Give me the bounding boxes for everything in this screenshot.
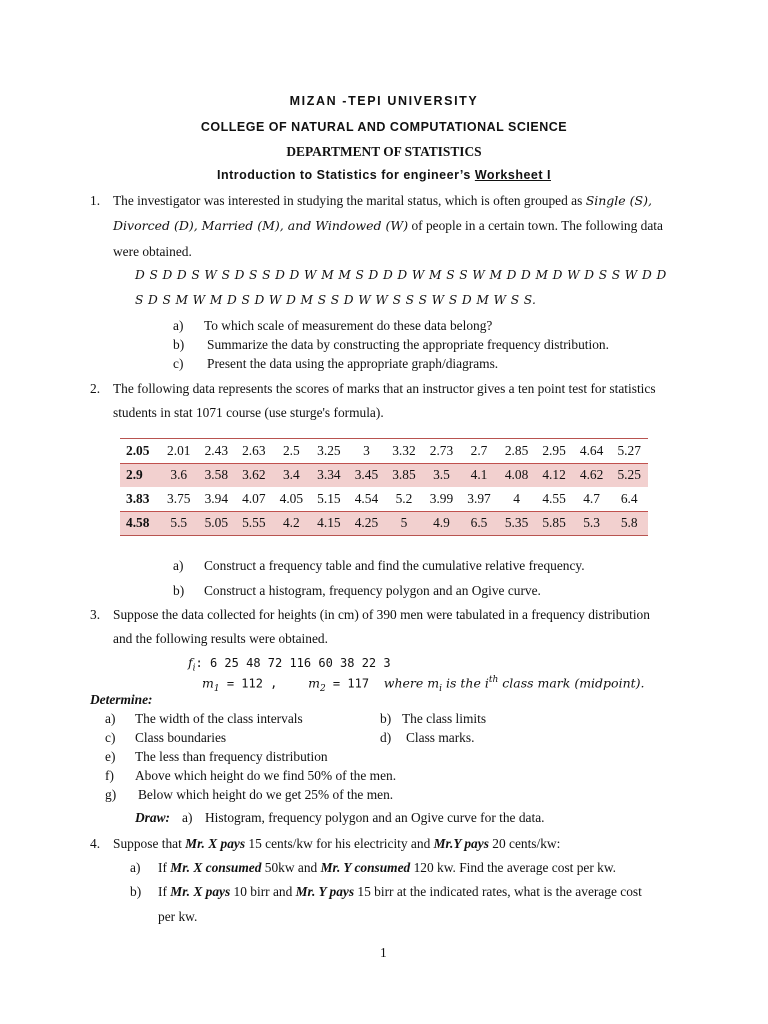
- table-cell: 2.43: [198, 439, 236, 464]
- table-cell: 3.5: [423, 463, 461, 487]
- q1-item-a-text: To which scale of measurement do these data belong?: [204, 318, 493, 333]
- q2-item-b-label: b): [173, 583, 185, 598]
- where-text2: is the i: [442, 675, 489, 691]
- worksheet-label: Worksheet I: [474, 168, 551, 182]
- m1-subscript: 1: [213, 684, 220, 695]
- table-cell: 5.8: [610, 511, 648, 536]
- q3-line1: Suppose the data collected for heights (in cm) of 390 men were tabulated in a frequency distribution: [113, 607, 650, 622]
- q4-item-b-cont: per kw.: [158, 909, 198, 924]
- q1-line3: were obtained.: [113, 244, 192, 259]
- q4-a-3: 50kw and: [261, 860, 321, 875]
- m2-symbol: m: [308, 675, 320, 691]
- q2-item-a-text: Construct a frequency table and find the cumulative relative frequency.: [204, 558, 585, 573]
- table-cell: 4.54: [354, 490, 379, 506]
- q3-item-c-label: c): [105, 730, 116, 745]
- table-cell: 5.5: [160, 511, 198, 536]
- fi-subscript: i: [192, 663, 196, 674]
- table-cell: 3.83: [126, 490, 150, 506]
- table-cell: 4.08: [498, 463, 536, 487]
- table-cell: 3.97: [467, 490, 491, 506]
- table-cell: 3.75: [167, 490, 191, 506]
- table-cell: 2.95: [535, 439, 573, 464]
- q3-item-c-text: Class boundaries: [135, 730, 227, 745]
- draw-item-label: a): [182, 810, 193, 825]
- table-row: [120, 511, 648, 536]
- q4-b-3: 10 birr and: [230, 884, 296, 899]
- q1-line2-text: of people in a certain town. The following data: [411, 218, 663, 233]
- q4-number: 4.: [90, 836, 101, 851]
- table-cell: 3.6: [160, 463, 198, 487]
- q4-b-5: 15 birr at the indicated rates, what is the average cost: [354, 884, 642, 899]
- table-cell: 5.25: [610, 463, 648, 487]
- table-cell: 4.58: [120, 511, 160, 536]
- table-cell: 4.7: [583, 490, 600, 506]
- m1-value: = 112 ,: [219, 676, 278, 691]
- table-cell: 2.85: [498, 439, 536, 464]
- q2-number: 2.: [90, 381, 101, 396]
- table-cell: 4.55: [542, 490, 566, 506]
- q1-line1-math: Single (S),: [585, 193, 652, 208]
- table-cell: 3.99: [429, 490, 454, 506]
- table-cell: 2.73: [423, 439, 461, 464]
- table-cell: 4.12: [535, 463, 573, 487]
- q1-item-b-text: Summarize the data by constructing the appropriate frequency distribution.: [207, 337, 609, 352]
- q3-number: 3.: [90, 607, 101, 622]
- page-number: 1: [380, 945, 387, 960]
- course-title: Introduction to Statistics for engineer’s: [217, 168, 475, 182]
- q3-item-a-label: a): [105, 711, 116, 726]
- m2-value: = 117: [325, 676, 370, 691]
- table-cell: 2.9: [120, 463, 160, 487]
- q3-item-e-label: e): [105, 749, 116, 764]
- table-cell: 4.05: [279, 490, 304, 506]
- table-cell: 3.34: [310, 463, 348, 487]
- q2-line1: The following data represents the scores of marks that an instructor gives a ten point test for statistics: [113, 381, 656, 396]
- q1-data-line1: D S D D S W S D S S D D W M M S D D D W M S S W M D D M D W D S S W D D: [135, 268, 667, 282]
- table-cell: 3.94: [204, 490, 229, 506]
- q1-data-line2: S D S M W M D S D W D M S S D W W S S S W S D M W S S.: [135, 293, 537, 307]
- table-cell: 4.15: [310, 511, 348, 536]
- q1-item-b-label: b): [173, 337, 185, 352]
- q3-item-b-label: b): [380, 711, 392, 726]
- q4-a-4: Mr. Y consumed: [320, 860, 411, 875]
- q4-b-2: Mr. X pays: [170, 884, 231, 899]
- fi-values: : 6 25 48 72 116 60 38 22 3: [195, 656, 391, 670]
- table-cell: 5: [385, 511, 423, 536]
- table-cell: 3.58: [198, 463, 236, 487]
- table-cell: 5.85: [535, 511, 573, 536]
- table-cell: 4.25: [348, 511, 386, 536]
- m2-subscript: 2: [319, 684, 326, 695]
- q3-item-b-text: The class limits: [402, 711, 487, 726]
- q3-item-d-text: Class marks.: [406, 730, 475, 745]
- q2-item-b-text: Construct a histogram, frequency polygon and an Ogive curve.: [204, 583, 541, 598]
- q3-midpoints-line: [202, 675, 645, 694]
- q1-item-a-label: a): [173, 318, 184, 333]
- q4-a-2: Mr. X consumed: [170, 860, 262, 875]
- table-cell: 3.4: [273, 463, 311, 487]
- table-cell: 4.64: [573, 439, 611, 464]
- q1-line1-text: The investigator was interested in studying the marital status, which is often grouped as: [113, 193, 583, 208]
- scores-table: [120, 438, 648, 536]
- q3-item-a-text: The width of the class intervals: [135, 711, 303, 726]
- table-cell: 2.7: [460, 439, 498, 464]
- college-name: COLLEGE OF NATURAL AND COMPUTATIONAL SCIENCE: [200, 120, 568, 134]
- q3-item-f-text: Above which height do we find 50% of the men.: [135, 768, 397, 783]
- where-text: where m: [383, 675, 440, 691]
- university-name: MIZAN -TEPI UNIVERSITY: [289, 94, 479, 108]
- q4-intro-d: Mr.Y pays: [433, 836, 489, 851]
- q4-intro-b: Mr. X pays: [185, 836, 246, 851]
- table-cell: 4.2: [273, 511, 311, 536]
- q4-item-b-text: [158, 884, 642, 900]
- q2-item-a-label: a): [173, 558, 184, 573]
- where-subscript: i: [439, 684, 443, 695]
- draw-item-text: Histogram, frequency polygon and an Ogive curve for the data.: [205, 810, 545, 825]
- department-name: DEPARTMENT OF STATISTICS: [286, 144, 482, 159]
- table-cell: 6.4: [620, 490, 638, 506]
- q4-item-b-label: b): [130, 884, 142, 899]
- table-cell: 2.5: [273, 439, 311, 464]
- q3-item-d-label: d): [380, 730, 392, 745]
- table-cell: 5.3: [573, 511, 611, 536]
- table-cell: 5.35: [498, 511, 536, 536]
- where-superscript: th: [488, 675, 499, 685]
- table-cell: 2.05: [120, 439, 160, 464]
- table-row: [120, 487, 648, 511]
- table-cell: 5.15: [317, 490, 341, 506]
- table-cell: 3.62: [235, 463, 273, 487]
- table-cell: 3.25: [310, 439, 348, 464]
- table-row: [120, 439, 648, 464]
- q1-item-c-text: Present the data using the appropriate graph/diagrams.: [207, 356, 499, 371]
- q4-intro: [113, 836, 560, 852]
- q1-line2: [113, 218, 663, 234]
- table-row: [120, 463, 648, 487]
- table-cell: 5.27: [610, 439, 648, 464]
- table-cell: 3.85: [385, 463, 423, 487]
- q3-fi-line: [188, 655, 391, 674]
- q3-item-g-text: Below which height do we get 25% of the men.: [138, 787, 394, 802]
- worksheet-title: [0, 168, 768, 182]
- table-cell: 6.5: [460, 511, 498, 536]
- q3-item-g-label: g): [105, 787, 117, 802]
- where-text3: class mark (midpoint).: [498, 675, 645, 691]
- draw-label: Draw:: [135, 810, 170, 825]
- q4-a-5: 120 kw. Find the average cost per kw.: [410, 860, 617, 875]
- fi-symbol: f: [188, 655, 193, 670]
- q1-line1: [113, 193, 652, 209]
- q4-intro-c: 15 cents/kw for his electricity and: [245, 836, 434, 851]
- table-cell: 4.07: [242, 490, 266, 506]
- q1-line2-math: Divorced (D), Married (M), and Windowed (W): [113, 218, 409, 233]
- q1-item-c-label: c): [173, 356, 184, 371]
- q2-line2: students in stat 1071 course (use sturge's formula).: [113, 405, 384, 420]
- table-cell: 4: [513, 490, 520, 506]
- q3-line2: and the following results were obtained.: [113, 631, 328, 646]
- q4-item-a-text: [158, 860, 616, 876]
- table-cell: 2.63: [235, 439, 273, 464]
- q3-item-f-label: f): [105, 768, 114, 783]
- table-cell: 4.62: [573, 463, 611, 487]
- q4-intro-a: Suppose that: [113, 836, 186, 851]
- table-cell: 5.05: [198, 511, 236, 536]
- q4-item-a-label: a): [130, 860, 141, 875]
- table-cell: 4.1: [460, 463, 498, 487]
- determine-label: Determine:: [90, 692, 153, 707]
- m1-symbol: m: [202, 675, 214, 691]
- table-cell: 5.55: [235, 511, 273, 536]
- q4-a-1: If: [158, 860, 171, 875]
- table-cell: 3: [348, 439, 386, 464]
- table-cell: 3.45: [348, 463, 386, 487]
- table-cell: 2.01: [160, 439, 198, 464]
- table-cell: 3.32: [385, 439, 423, 464]
- table-cell: 4.9: [423, 511, 461, 536]
- table-cell: 5.2: [395, 490, 413, 506]
- q1-number: 1.: [90, 193, 101, 208]
- q3-item-e-text: The less than frequency distribution: [135, 749, 328, 764]
- q4-intro-e: 20 cents/kw:: [488, 836, 561, 851]
- q4-b-4: Mr. Y pays: [295, 884, 355, 899]
- q4-b-1: If: [158, 884, 171, 899]
